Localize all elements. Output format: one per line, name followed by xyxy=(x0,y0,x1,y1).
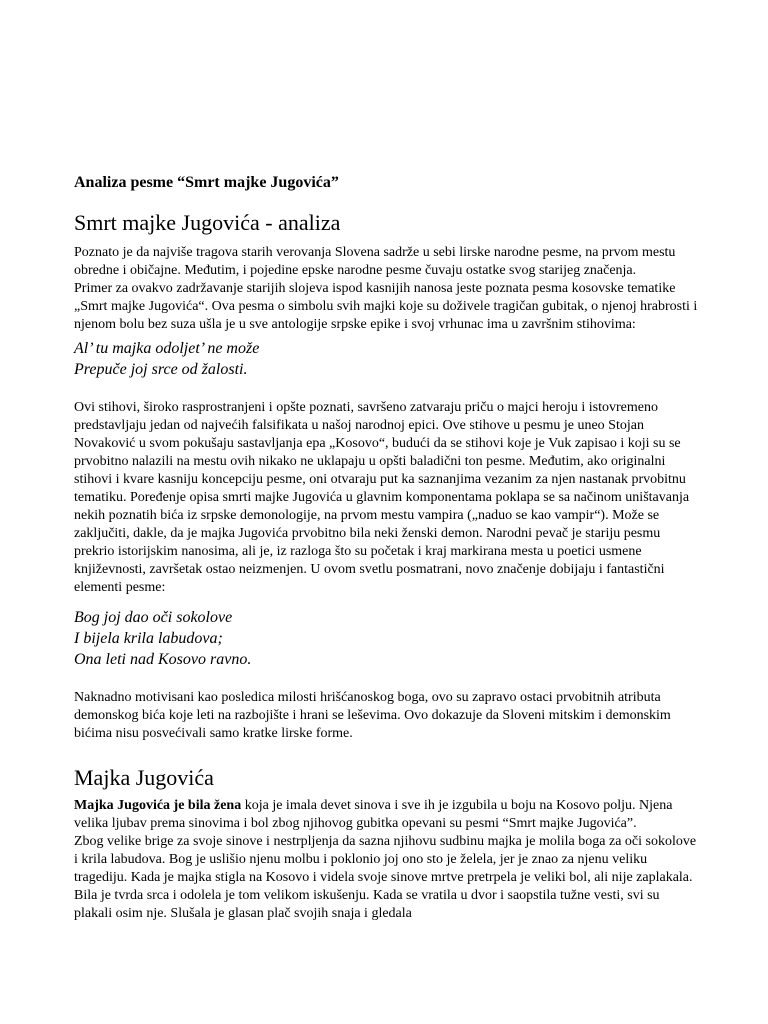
paragraph-mother-intro xyxy=(74,797,698,833)
verse-quote-1 xyxy=(74,338,698,380)
document-page xyxy=(74,172,698,923)
verse-line: I bijela krila labudova; xyxy=(74,630,223,647)
verse-line: Ona leti nad Kosovo ravno. xyxy=(74,651,252,668)
verse-line: Bog joj dao oči sokolove xyxy=(74,609,233,626)
paragraph-mother-story: Zbog velike brige za svoje sinove i nestrpljenja da sazna njihovu sudbinu majka je molila boga za oči sokolove i krila labudova. Bog je uslišio njenu molbu i poklonio joj ono sto je želela, jer je znao za njenu veliku tragediju. Kada je majka stigla na Kosovo i videla svoje sinove mrtve pretrpela je veliki bol, ali nije zaplakala. Bila je tvrda srca i odolela je tom velikom iskušenju. Kada se vratila u dvor i saopstila tužne vesti, svi su plakali osim nje. Slušala je glasan plač svojih snaja i gledala xyxy=(74,834,697,921)
verse-quote-2 xyxy=(74,607,698,670)
lead-text: koja je imala devet sinova i sve ih je izgubila u boju na Kosovo polju. Njena velika ljubav prema sinovima i bol zbog njihovog gubitka opevani su pesmi “Smrt majke Jugovića”. xyxy=(74,798,673,831)
bold-lead: Majka Jugovića je bila žena xyxy=(74,798,242,813)
paragraph-example: Primer za ovakvo zadržavanje starijih slojeva ispod kasnijih nanosa jeste poznata pesma kosovske tematike „Smrt majke Jugovića“. Ova pesma o simbolu svih majki koje su doživele tragičan gubitak, o njenoj hrabrosti i njenom bolu bez suza ušla je u sve antologije srpske epike i svoj vrhunac ima u završnim stihovima: xyxy=(74,281,698,332)
paragraph-intro: Poznato je da najviše tragova starih verovanja Slovena sadrže u sebi lirske narodne pesme, na prvom mestu obredne i običajne. Međutim, i pojedine epske narodne pesme čuvaju ostatke svog starijeg značenja. xyxy=(74,245,676,278)
section-heading-analysis: Smrt majke Jugovića - analiza xyxy=(74,210,341,235)
verse-line: Al’ tu majka odoljet’ ne može xyxy=(74,340,260,357)
paragraph-analysis: Ovi stihovi, široko rasprostranjeni i opšte poznati, savršeno zatvaraju priču o majci heroju i istovremeno predstavljaju jedan od najvećih falsifikata u našoj narodnoj epici. Ove stihove u pesmu je uneo Stojan Novaković u svom pokušaju sastavljanja epa „Kosovo“, budući da se stihovi koje je Vuk zapisao i koji su se prvobitno nalazili na mestu ovih nikako ne uklapaju u opšti baladični ton pesme. Međutim, ako originalni stihovi i kvare kasniju koncepciju pesme, oni otvaraju put ka saznanjima vezanim za njen nastanak prvobitnu tematiku. Poređenje opisa smrti majke Jugovića u glavnim komponentama poklapa se sa načinom uništavanja nekih poznatih bića iz srpske demonologije, na prvom mestu vampira („naduo se kao vampir“). Može se zaključiti, dakle, da je majka Jugovića prvobitno bila neki ženski demon. Narodni pevač je stariju pesmu prekrio istorijskim nanosima, ali je, iz razloga što su početak i kraj markirana mesta u poetici usmene književnosti, završetak ostao neizmenjen. U ovom svetlu posmatrani, novo značenje dobijaju i fantastični elementi pesme: xyxy=(74,400,690,595)
verse-line: Prepuče joj srce od žalosti. xyxy=(74,361,248,378)
section-heading-mother: Majka Jugovića xyxy=(74,765,214,790)
paragraph-conclusion: Naknadno motivisani kao posledica milosti hrišćanoskog boga, ovo su zapravo ostaci prvobitnih atributa demonskog bića koje leti na razbojište i hrani se leševima. Ovo dokazuje da Sloveni mitskim i demonskim bićima nisu posvećivali samo kratke lirske forme. xyxy=(74,690,671,741)
document-title: Analiza pesme “Smrt majke Jugovića” xyxy=(74,174,339,191)
